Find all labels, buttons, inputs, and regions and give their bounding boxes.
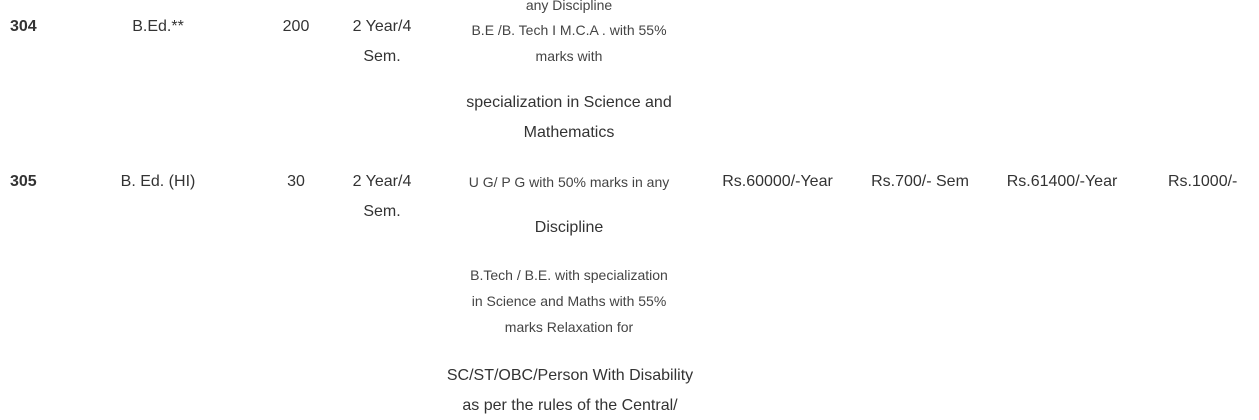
row-304-duration-line1: 2 Year/4 — [352, 18, 412, 35]
row-305-eligibility-block3 — [438, 262, 700, 340]
row-305-duration-line1: 2 Year/4 — [352, 173, 412, 190]
row-304-eligibility-line: B.E /B. Tech I M.C.A . with 55% — [471, 22, 667, 38]
row-305-total-fee: Rs.61400/-Year — [1006, 173, 1118, 190]
row-304-course: B.Ed.** — [132, 18, 184, 35]
row-304-duration — [337, 12, 427, 72]
row-305-eligibility-block4 — [420, 361, 720, 420]
row-305-exam-fee: Rs.700/- Sem — [871, 173, 969, 190]
row-305-tuition-fee: Rs.60000/-Year — [722, 173, 833, 190]
row-304-eligibility-line: Mathematics — [523, 124, 615, 141]
row-304-eligibility-line: marks with — [535, 48, 603, 64]
row-305-eligibility-line: B.Tech / B.E. with specialization — [470, 267, 668, 283]
row-305-eligibility-line: as per the rules of the Central/ — [462, 397, 678, 414]
row-305-other-fee: Rs.1000/- — [1168, 173, 1238, 190]
row-304-eligibility-block2 — [438, 88, 700, 148]
row-305-course: B. Ed. (HI) — [120, 173, 196, 190]
row-304-eligibility-block1 — [438, 17, 700, 69]
row-304-duration-line2: Sem. — [363, 48, 401, 65]
row-305-sno: 305 — [10, 173, 37, 190]
row-304-eligibility-line: specialization in Science and — [466, 94, 672, 111]
row-305-eligibility-line: SC/ST/OBC/Person With Disability — [446, 367, 694, 384]
row-305-eligibility-line1: U G/ P G with 50% marks in any — [468, 174, 670, 190]
row-304-sno: 304 — [10, 18, 37, 35]
row-305-eligibility-line: in Science and Maths with 55% — [471, 293, 667, 309]
row-305-duration-line2: Sem. — [363, 203, 401, 220]
row-305-eligibility-line2: Discipline — [534, 219, 604, 236]
row-305-duration — [337, 167, 427, 227]
row-304-seats: 200 — [282, 18, 310, 35]
row-305-eligibility-line: marks Relaxation for — [504, 319, 634, 335]
row-305-seats: 30 — [287, 173, 305, 190]
row-304-eligibility-top: any Discipline — [525, 0, 613, 13]
